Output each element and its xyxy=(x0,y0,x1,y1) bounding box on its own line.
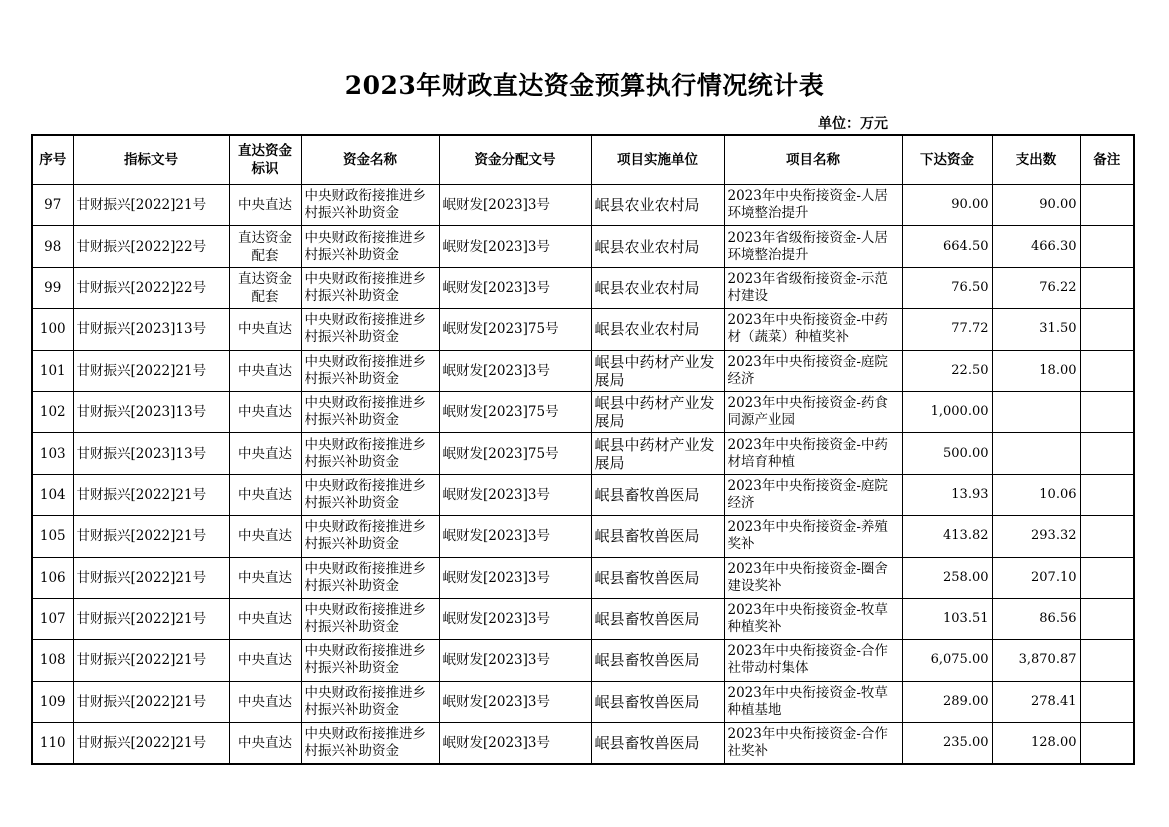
table-row xyxy=(32,309,1134,350)
cell-fund: 中央财政衔接推进乡村振兴补助资金 xyxy=(301,226,439,267)
cell-remark xyxy=(1080,226,1134,267)
cell-fund: 中央财政衔接推进乡村振兴补助资金 xyxy=(301,557,439,598)
cell-project: 2023年省级衔接资金-示范村建设 xyxy=(724,267,902,308)
cell-remark xyxy=(1080,516,1134,557)
cell-alloc: 岷财发[2023]3号 xyxy=(439,640,591,681)
cell-spent: 293.32 xyxy=(992,516,1080,557)
cell-fund: 中央财政衔接推进乡村振兴补助资金 xyxy=(301,267,439,308)
cell-no: 97 xyxy=(32,185,73,226)
cell-tag: 中央直达 xyxy=(229,433,301,474)
cell-fund: 中央财政衔接推进乡村振兴补助资金 xyxy=(301,516,439,557)
table-row xyxy=(32,350,1134,391)
cell-alloc: 岷财发[2023]3号 xyxy=(439,185,591,226)
cell-no: 104 xyxy=(32,474,73,515)
cell-spent: 466.30 xyxy=(992,226,1080,267)
cell-issued: 289.00 xyxy=(902,681,992,722)
cell-doc: 甘财振兴[2022]22号 xyxy=(73,267,229,308)
cell-doc: 甘财振兴[2022]21号 xyxy=(73,185,229,226)
cell-no: 107 xyxy=(32,598,73,639)
header-unit: 项目实施单位 xyxy=(591,135,724,185)
cell-alloc: 岷财发[2023]3号 xyxy=(439,226,591,267)
cell-fund: 中央财政衔接推进乡村振兴补助资金 xyxy=(301,598,439,639)
cell-fund: 中央财政衔接推进乡村振兴补助资金 xyxy=(301,433,439,474)
cell-tag: 中央直达 xyxy=(229,557,301,598)
table-row xyxy=(32,681,1134,722)
cell-issued: 90.00 xyxy=(902,185,992,226)
table-row xyxy=(32,391,1134,432)
cell-remark xyxy=(1080,350,1134,391)
cell-spent xyxy=(992,433,1080,474)
cell-remark xyxy=(1080,185,1134,226)
cell-unit: 岷县农业农村局 xyxy=(591,309,724,350)
cell-remark xyxy=(1080,557,1134,598)
cell-alloc: 岷财发[2023]3号 xyxy=(439,350,591,391)
cell-spent: 76.22 xyxy=(992,267,1080,308)
cell-unit: 岷县农业农村局 xyxy=(591,226,724,267)
cell-unit: 岷县畜牧兽医局 xyxy=(591,598,724,639)
cell-no: 100 xyxy=(32,309,73,350)
cell-issued: 22.50 xyxy=(902,350,992,391)
table-row xyxy=(32,185,1134,226)
cell-remark xyxy=(1080,433,1134,474)
cell-tag: 中央直达 xyxy=(229,598,301,639)
cell-doc: 甘财振兴[2023]13号 xyxy=(73,433,229,474)
cell-unit: 岷县畜牧兽医局 xyxy=(591,640,724,681)
page-title: 2023年财政直达资金预算执行情况统计表 xyxy=(344,71,825,100)
cell-doc: 甘财振兴[2023]13号 xyxy=(73,391,229,432)
cell-doc: 甘财振兴[2022]21号 xyxy=(73,350,229,391)
cell-unit: 岷县农业农村局 xyxy=(591,185,724,226)
cell-issued: 1,000.00 xyxy=(902,391,992,432)
cell-doc: 甘财振兴[2022]21号 xyxy=(73,516,229,557)
cell-issued: 500.00 xyxy=(902,433,992,474)
cell-doc: 甘财振兴[2022]21号 xyxy=(73,723,229,765)
table-row xyxy=(32,557,1134,598)
cell-remark xyxy=(1080,309,1134,350)
cell-remark xyxy=(1080,267,1134,308)
cell-issued: 235.00 xyxy=(902,723,992,765)
cell-alloc: 岷财发[2023]75号 xyxy=(439,309,591,350)
cell-no: 101 xyxy=(32,350,73,391)
cell-alloc: 岷财发[2023]75号 xyxy=(439,433,591,474)
cell-tag: 中央直达 xyxy=(229,350,301,391)
cell-tag: 中央直达 xyxy=(229,516,301,557)
cell-project: 2023年中央衔接资金-合作社带动村集体 xyxy=(724,640,902,681)
table-row xyxy=(32,598,1134,639)
cell-tag: 直达资金配套 xyxy=(229,267,301,308)
cell-project: 2023年中央衔接资金-圈舍建设奖补 xyxy=(724,557,902,598)
cell-tag: 中央直达 xyxy=(229,640,301,681)
cell-alloc: 岷财发[2023]3号 xyxy=(439,557,591,598)
table-row xyxy=(32,723,1134,765)
cell-tag: 中央直达 xyxy=(229,309,301,350)
cell-remark xyxy=(1080,598,1134,639)
cell-issued: 13.93 xyxy=(902,474,992,515)
header-spent: 支出数 xyxy=(992,135,1080,185)
header-fund: 资金名称 xyxy=(301,135,439,185)
cell-issued: 413.82 xyxy=(902,516,992,557)
cell-project: 2023年中央衔接资金-牧草种植奖补 xyxy=(724,598,902,639)
cell-doc: 甘财振兴[2022]21号 xyxy=(73,598,229,639)
table-row xyxy=(32,474,1134,515)
cell-no: 109 xyxy=(32,681,73,722)
cell-no: 106 xyxy=(32,557,73,598)
cell-no: 110 xyxy=(32,723,73,765)
cell-doc: 甘财振兴[2022]21号 xyxy=(73,557,229,598)
cell-alloc: 岷财发[2023]3号 xyxy=(439,516,591,557)
cell-unit: 岷县中药材产业发展局 xyxy=(591,391,724,432)
cell-no: 105 xyxy=(32,516,73,557)
cell-project: 2023年中央衔接资金-中药材（蔬菜）种植奖补 xyxy=(724,309,902,350)
cell-no: 102 xyxy=(32,391,73,432)
cell-doc: 甘财振兴[2022]21号 xyxy=(73,681,229,722)
cell-project: 2023年省级衔接资金-人居环境整治提升 xyxy=(724,226,902,267)
cell-unit: 岷县畜牧兽医局 xyxy=(591,557,724,598)
cell-fund: 中央财政衔接推进乡村振兴补助资金 xyxy=(301,185,439,226)
cell-fund: 中央财政衔接推进乡村振兴补助资金 xyxy=(301,640,439,681)
cell-project: 2023年中央衔接资金-药食同源产业园 xyxy=(724,391,902,432)
cell-doc: 甘财振兴[2023]13号 xyxy=(73,309,229,350)
cell-remark xyxy=(1080,681,1134,722)
cell-issued: 103.51 xyxy=(902,598,992,639)
cell-remark xyxy=(1080,723,1134,765)
cell-no: 99 xyxy=(32,267,73,308)
table-row xyxy=(32,640,1134,681)
cell-fund: 中央财政衔接推进乡村振兴补助资金 xyxy=(301,681,439,722)
cell-fund: 中央财政衔接推进乡村振兴补助资金 xyxy=(301,391,439,432)
cell-doc: 甘财振兴[2022]22号 xyxy=(73,226,229,267)
cell-fund: 中央财政衔接推进乡村振兴补助资金 xyxy=(301,350,439,391)
cell-project: 2023年中央衔接资金-中药材培育种植 xyxy=(724,433,902,474)
cell-alloc: 岷财发[2023]3号 xyxy=(439,598,591,639)
cell-no: 108 xyxy=(32,640,73,681)
cell-unit: 岷县中药材产业发展局 xyxy=(591,350,724,391)
header-no: 序号 xyxy=(32,135,73,185)
cell-project: 2023年中央衔接资金-牧草种植基地 xyxy=(724,681,902,722)
cell-spent: 18.00 xyxy=(992,350,1080,391)
budget-table xyxy=(31,134,1135,765)
cell-tag: 中央直达 xyxy=(229,681,301,722)
cell-project: 2023年中央衔接资金-庭院经济 xyxy=(724,474,902,515)
header-row xyxy=(32,135,1134,185)
cell-unit: 岷县畜牧兽医局 xyxy=(591,723,724,765)
cell-alloc: 岷财发[2023]3号 xyxy=(439,474,591,515)
cell-no: 103 xyxy=(32,433,73,474)
header-doc: 指标文号 xyxy=(73,135,229,185)
header-alloc: 资金分配文号 xyxy=(439,135,591,185)
cell-project: 2023年中央衔接资金-庭院经济 xyxy=(724,350,902,391)
header-remark: 备注 xyxy=(1080,135,1134,185)
table-row xyxy=(32,267,1134,308)
cell-project: 2023年中央衔接资金-合作社奖补 xyxy=(724,723,902,765)
cell-spent: 128.00 xyxy=(992,723,1080,765)
cell-tag: 中央直达 xyxy=(229,723,301,765)
cell-unit: 岷县农业农村局 xyxy=(591,267,724,308)
cell-alloc: 岷财发[2023]3号 xyxy=(439,681,591,722)
cell-remark xyxy=(1080,640,1134,681)
cell-spent: 31.50 xyxy=(992,309,1080,350)
cell-spent: 10.06 xyxy=(992,474,1080,515)
cell-remark xyxy=(1080,391,1134,432)
cell-alloc: 岷财发[2023]3号 xyxy=(439,723,591,765)
cell-fund: 中央财政衔接推进乡村振兴补助资金 xyxy=(301,474,439,515)
header-issued: 下达资金 xyxy=(902,135,992,185)
unit-label: 单位：万元 xyxy=(818,116,888,132)
cell-doc: 甘财振兴[2022]21号 xyxy=(73,474,229,515)
cell-unit: 岷县中药材产业发展局 xyxy=(591,433,724,474)
cell-spent: 86.56 xyxy=(992,598,1080,639)
cell-tag: 中央直达 xyxy=(229,474,301,515)
cell-unit: 岷县畜牧兽医局 xyxy=(591,516,724,557)
cell-doc: 甘财振兴[2022]21号 xyxy=(73,640,229,681)
cell-tag: 直达资金配套 xyxy=(229,226,301,267)
table-row xyxy=(32,433,1134,474)
cell-issued: 664.50 xyxy=(902,226,992,267)
cell-project: 2023年中央衔接资金-人居环境整治提升 xyxy=(724,185,902,226)
cell-tag: 中央直达 xyxy=(229,185,301,226)
cell-fund: 中央财政衔接推进乡村振兴补助资金 xyxy=(301,309,439,350)
cell-spent xyxy=(992,391,1080,432)
cell-fund: 中央财政衔接推进乡村振兴补助资金 xyxy=(301,723,439,765)
cell-spent: 207.10 xyxy=(992,557,1080,598)
header-project: 项目名称 xyxy=(724,135,902,185)
cell-unit: 岷县畜牧兽医局 xyxy=(591,681,724,722)
cell-issued: 76.50 xyxy=(902,267,992,308)
table-row xyxy=(32,516,1134,557)
cell-issued: 6,075.00 xyxy=(902,640,992,681)
table-body xyxy=(32,185,1134,765)
cell-issued: 258.00 xyxy=(902,557,992,598)
table-row xyxy=(32,226,1134,267)
cell-spent: 3,870.87 xyxy=(992,640,1080,681)
cell-tag: 中央直达 xyxy=(229,391,301,432)
cell-alloc: 岷财发[2023]75号 xyxy=(439,391,591,432)
cell-issued: 77.72 xyxy=(902,309,992,350)
cell-alloc: 岷财发[2023]3号 xyxy=(439,267,591,308)
header-tag: 直达资金标识 xyxy=(229,135,301,185)
cell-no: 98 xyxy=(32,226,73,267)
cell-unit: 岷县畜牧兽医局 xyxy=(591,474,724,515)
cell-spent: 278.41 xyxy=(992,681,1080,722)
cell-project: 2023年中央衔接资金-养殖奖补 xyxy=(724,516,902,557)
cell-spent: 90.00 xyxy=(992,185,1080,226)
cell-remark xyxy=(1080,474,1134,515)
